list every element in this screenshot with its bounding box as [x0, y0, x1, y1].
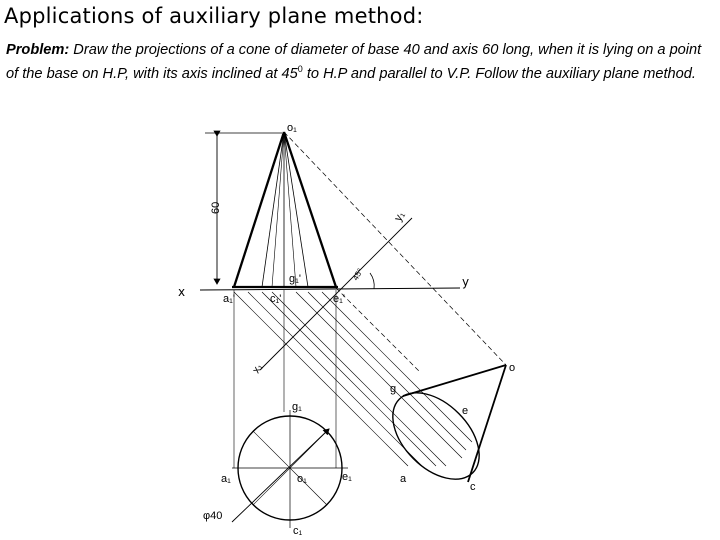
base-projector-dashed: [336, 288, 420, 372]
label-o1-apex: o₁: [287, 122, 297, 134]
slide-title: Applications of auxiliary plane method:: [4, 4, 424, 28]
xy-reference-line: [200, 288, 460, 290]
problem-text-part-1: Draw the projections of a cone of diameter of base 40 and axis 60 long, when it is lying on a point of the base on H.P, with its axis inclined at 45: [6, 42, 702, 82]
problem-text-part-2: to H.P and parallel to V.P. Follow the auxiliary plane method.: [302, 65, 696, 82]
top-view: [232, 410, 348, 528]
label-y: y: [462, 275, 470, 289]
aux-generator-top: [403, 365, 506, 396]
label-o1-plan: o₁: [297, 473, 307, 485]
problem-label: Problem:: [6, 42, 70, 58]
generator-c: [272, 132, 284, 287]
generator-e: [284, 132, 296, 287]
label-dimension-60: 60: [210, 201, 222, 214]
label-c1-prime: c₁': [270, 293, 282, 305]
label-c-aux: c: [470, 481, 476, 493]
label-a1-plan: a₁: [221, 473, 231, 485]
angle-arc: [370, 273, 374, 289]
label-e-aux: e: [462, 405, 469, 417]
label-x1: x₁: [250, 361, 266, 376]
label-a1-prime: a₁': [223, 293, 235, 305]
label-e1-plan: e₁: [342, 471, 352, 483]
label-a-aux: a: [400, 473, 407, 485]
label-angle-45: 45°: [350, 267, 365, 282]
label-y1: y₁: [392, 209, 408, 224]
generator-b: [262, 132, 284, 287]
aux-generator-bottom: [468, 365, 506, 482]
label-g1-prime: g₁': [289, 273, 301, 285]
label-g-aux: g: [390, 383, 397, 395]
degree-superscript: 0: [297, 64, 303, 74]
auxiliary-projection: [234, 132, 506, 495]
label-diameter-40: φ40: [203, 510, 223, 522]
diameter-arrow: [232, 429, 329, 522]
label-c1-plan: c₁: [293, 525, 303, 537]
label-x: x: [178, 285, 186, 299]
cone-generator-right: [284, 132, 336, 287]
label-g1-plan: g₁: [292, 401, 302, 413]
label-e1-prime: e₁': [333, 293, 345, 305]
generator-d: [284, 132, 308, 287]
front-view: [200, 132, 460, 290]
axis-projector-dashed: [284, 132, 506, 365]
label-o-aux: o: [509, 362, 516, 374]
cone-generator-left: [234, 132, 284, 287]
